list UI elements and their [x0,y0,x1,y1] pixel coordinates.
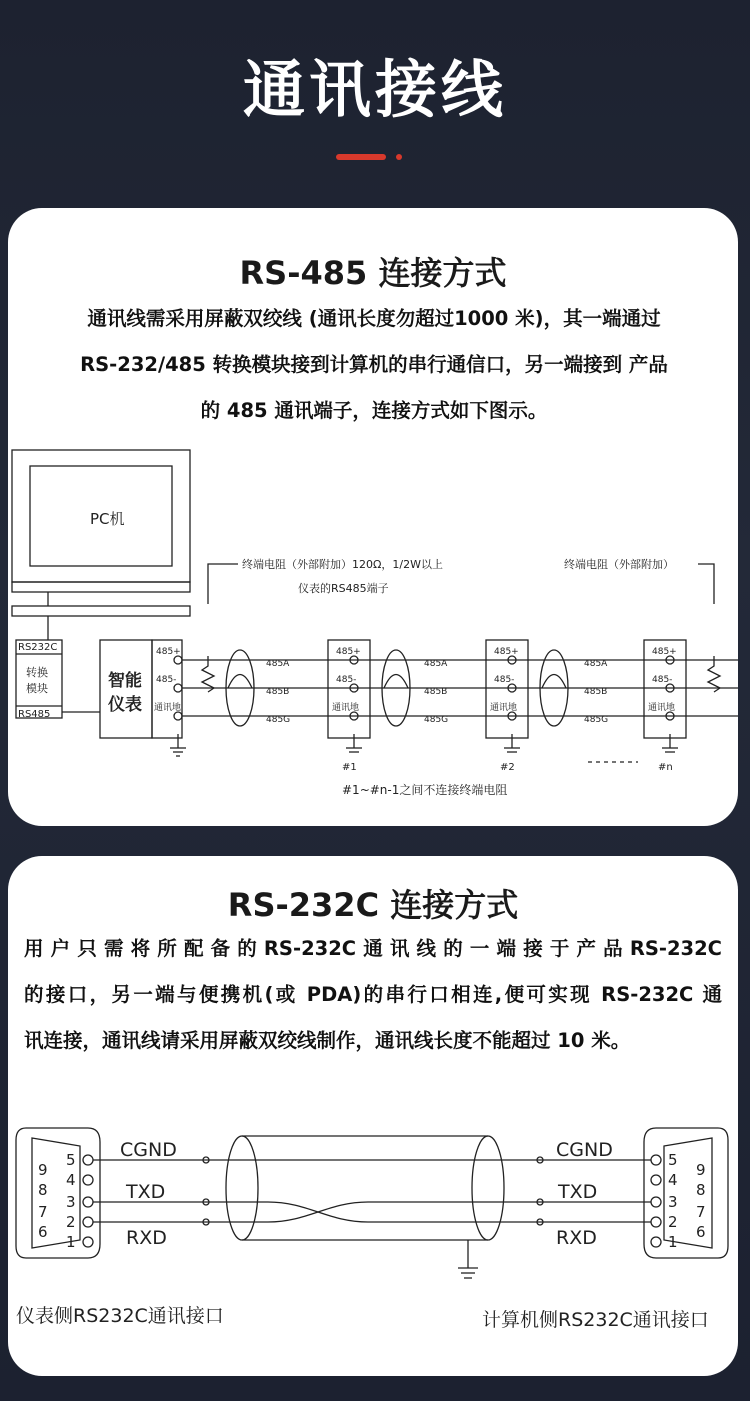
page-title: 通讯接线 [242,53,507,126]
terminal-label: 485- [494,675,515,685]
pin-label: 2 [668,1213,678,1231]
terminal-resistor-right [708,656,720,692]
terminal-label: 通讯地 [648,703,676,713]
terminal-label: 通讯地 [332,703,360,713]
terminal-label: 通讯地 [154,703,182,713]
resistor-note-right: 终端电阻（外部附加） [564,558,674,571]
wire-label: 485G [266,715,291,725]
rs232-title: RS-232C 连接方式 [227,886,519,924]
meter-label: 智能 [108,671,142,691]
pin-label: 9 [696,1161,706,1179]
title-underline-dot [396,154,402,160]
rxd-label: RXD [556,1227,597,1249]
terminal-label: 485+ [652,647,677,657]
rs485-desc-line: 通讯线需采用屏蔽双绞线 (通讯长度勿超过1000 米)，其一端通过 [87,307,661,330]
wire-label: 485G [424,715,449,725]
rs485-desc-line: 的 485 通讯端子，连接方式如下图示。 [200,399,548,422]
wire-label: 485B [584,687,608,697]
terminal-label: 485- [336,675,357,685]
pin-label: 8 [38,1181,48,1199]
pin-label: 7 [696,1203,706,1221]
pin-label: 5 [66,1151,76,1169]
cgnd-label: CGND [120,1139,177,1161]
wire-label: 485A [584,659,608,669]
rs232c-label: RS232C [18,642,58,653]
wire-label: 485A [424,659,448,669]
wire-label: 485B [266,687,290,697]
rs485-card [8,208,738,826]
meter-terminal-note: 仪表的RS485端子 [298,582,389,595]
pin-label: 3 [668,1193,678,1211]
pin-label: 4 [668,1171,678,1189]
pin-label: 6 [38,1223,48,1241]
rs485-desc-line: RS-232/485 转换模块接到计算机的串行通信口，另一端接到 产品 [80,353,668,376]
node-label: #2 [500,762,515,773]
rs232-card [8,856,738,1376]
terminal-label: 485+ [494,647,519,657]
left-interface-caption: 仪表侧RS232C通讯接口 [16,1305,224,1327]
pin-label: 2 [66,1213,76,1231]
terminal-label: 485- [156,675,177,685]
right-interface-caption: 计算机侧RS232C通讯接口 [482,1309,709,1331]
right-db9-connector [644,1128,728,1258]
cgnd-label: CGND [556,1139,613,1161]
pin-label: 9 [38,1161,48,1179]
rs232-desc-line: 讯连接，通讯线请采用屏蔽双绞线制作，通讯线长度不能超过 10 米。 [24,1029,631,1052]
node-label: #1 [342,762,357,773]
terminal-label: 485+ [156,647,181,657]
convert-label: 模块 [26,682,48,695]
rs232-desc-line: 的接口，另一端与便携机(或 PDA)的串行口相连,便可实现 RS-232C 通 [24,983,722,1006]
resistor-note-left: 终端电阻（外部附加）120Ω，1/2W以上 [242,558,443,571]
rs232-description [24,926,722,1064]
terminal-label: 通讯地 [490,703,518,713]
terminal-label: 485- [652,675,673,685]
meter-label: 仪表 [108,695,142,715]
node-label: #n [658,762,673,773]
terminal-resistor-left [202,656,214,692]
wire-label: 485A [266,659,290,669]
diagram-footnote: #1~#n-1之间不连接终端电阻 [342,783,508,797]
left-db9-connector [16,1128,100,1258]
pin-label: 4 [66,1171,76,1189]
pin-label: 8 [696,1181,706,1199]
pin-label: 7 [38,1203,48,1221]
rs232-wiring-diagram [8,1118,738,1358]
pc-label: PC机 [90,510,125,528]
rs232-desc-line: 用户只需将所配备的RS-232C通讯线的一端接于产品RS-232C [24,937,722,960]
pin-label: 3 [66,1193,76,1211]
title-underline-bar [336,154,386,160]
txd-label: TXD [126,1181,166,1203]
rs485-title: RS-485 连接方式 [239,254,507,292]
rs485-description [26,296,722,434]
rs485-wiring-diagram [8,444,738,804]
wire-label: 485G [584,715,609,725]
pin-label: 1 [668,1233,678,1251]
wire-label: 485B [424,687,448,697]
rs485-label: RS485 [18,709,51,720]
convert-label: 转换 [26,666,48,679]
rxd-label: RXD [126,1227,167,1249]
pin-label: 5 [668,1151,678,1169]
cable-ground-symbol [458,1240,478,1278]
ground-symbol [170,734,186,756]
txd-label: TXD [558,1181,598,1203]
terminal-label: 485+ [336,647,361,657]
pin-label: 6 [696,1223,706,1241]
pin-label: 1 [66,1233,76,1251]
